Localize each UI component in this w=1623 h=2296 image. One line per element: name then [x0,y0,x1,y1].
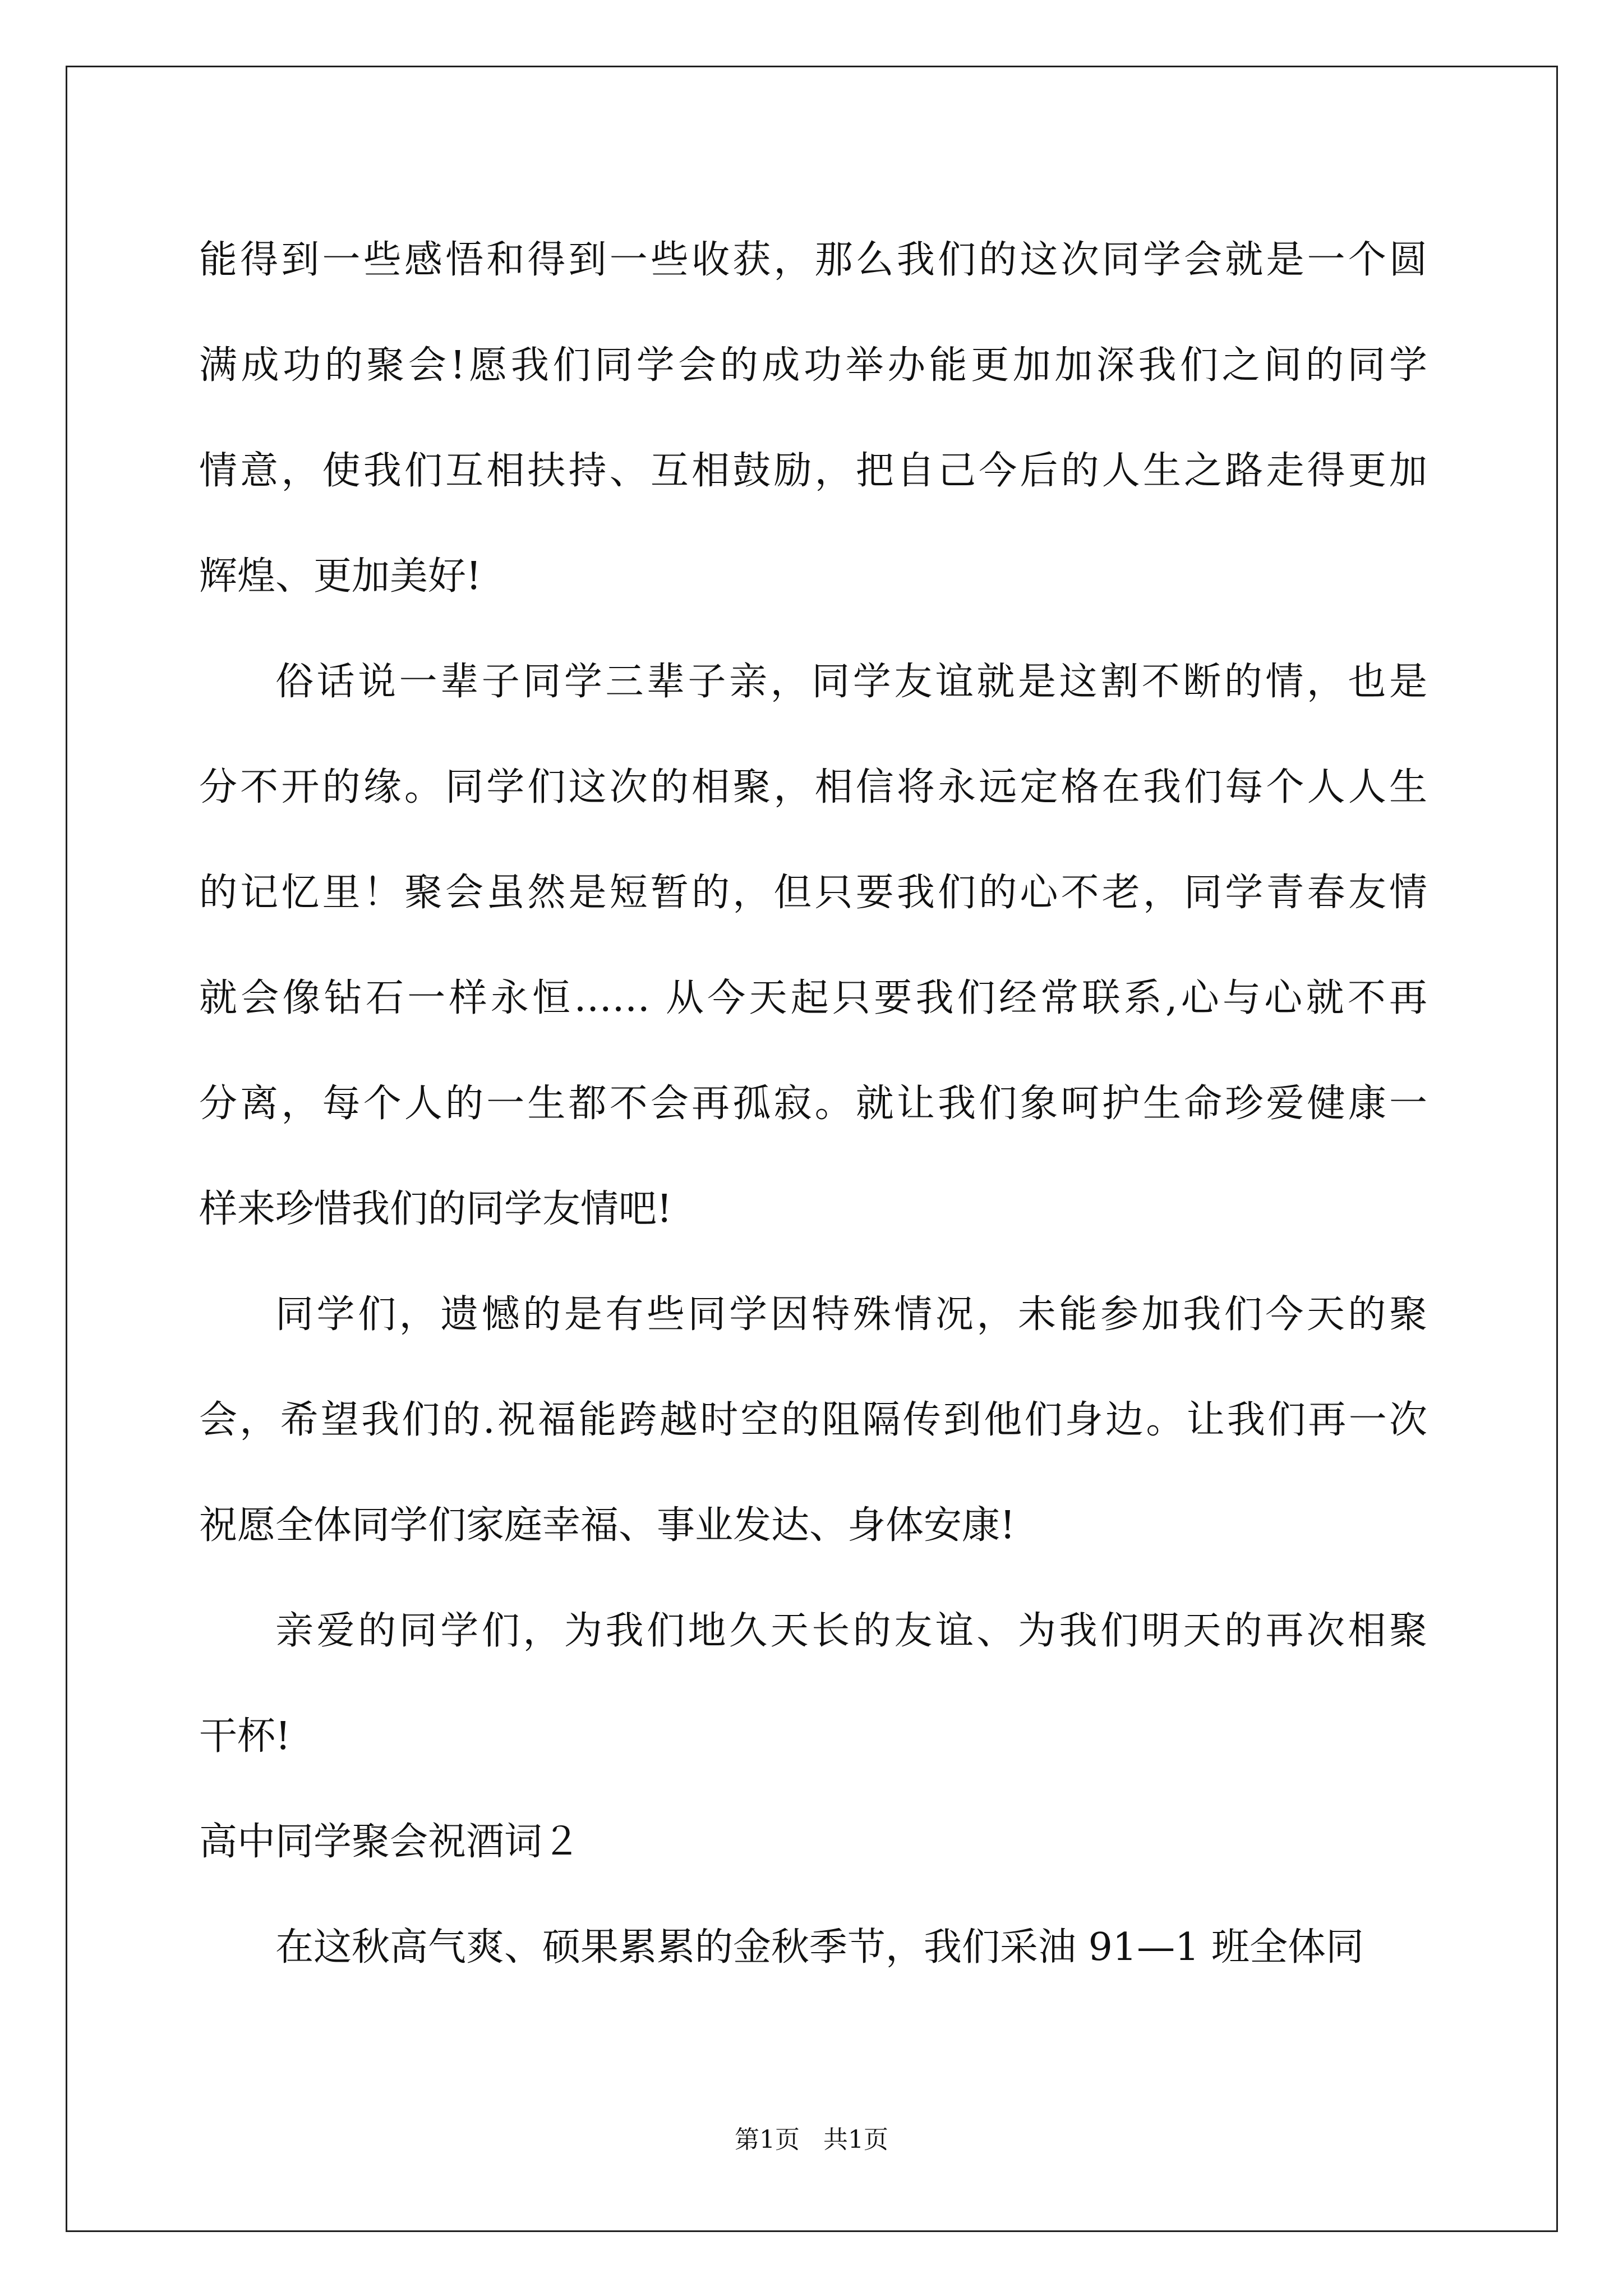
paragraph-first-line: 同学们，遗憾的是有些同学因特殊情况，未能参加我们今天的聚 [275,1292,1427,1337]
text-line: 分离，每个人的一生都不会再孤寂。就让我们象呵护生命珍爱健康一 [199,1082,1427,1126]
document-body [199,208,1427,2000]
paragraph-first-line: 亲爱的同学们，为我们地久天长的友谊、为我们明天的再次相聚 [275,1609,1427,1653]
text-line: 情意，使我们互相扶持、互相鼓励，把自己今后的人生之路走得更加 [199,449,1427,493]
text-line: 干杯! [199,1714,291,1759]
text-line: 能得到一些感悟和得到一些收获，那么我们的这次同学会就是一个圆 [199,238,1427,282]
text-line: 分不开的缘。同学们这次的相聚，相信将永远定格在我们每个人人生 [199,765,1427,809]
paragraph-first-line: 俗话说一辈子同学三辈子亲，同学友谊就是这割不断的情，也是 [275,660,1427,704]
text-line: 的记忆里！聚会虽然是短暂的，但只要我们的心不老，同学青春友情 [199,871,1427,915]
text-line: 祝愿全体同学们家庭幸福、事业发达、身体安康! [199,1503,1016,1548]
page-footer: 第1页 共1页 [735,2125,888,2154]
text-line: 满成功的聚会!愿我们同学会的成功举办能更加加深我们之间的同学 [199,343,1427,388]
text-line: 会，希望我们的.祝福能跨越时空的阻隔传到他们身边。让我们再一次 [199,1398,1427,1442]
text-line: 辉煌、更加美好! [199,554,482,599]
paragraph-first-line: 在这秋高气爽、硕果累累的金秋季节，我们采油 91—1 班全体同 [275,1925,1364,1970]
text-line: 就会像钻石一样永恒…… 从今天起只要我们经常联系,心与心就不再 [199,976,1427,1020]
section-heading: 高中同学聚会祝酒词２ [199,1820,581,1864]
text-line: 样来珍惜我们的同学友情吧! [199,1187,672,1231]
